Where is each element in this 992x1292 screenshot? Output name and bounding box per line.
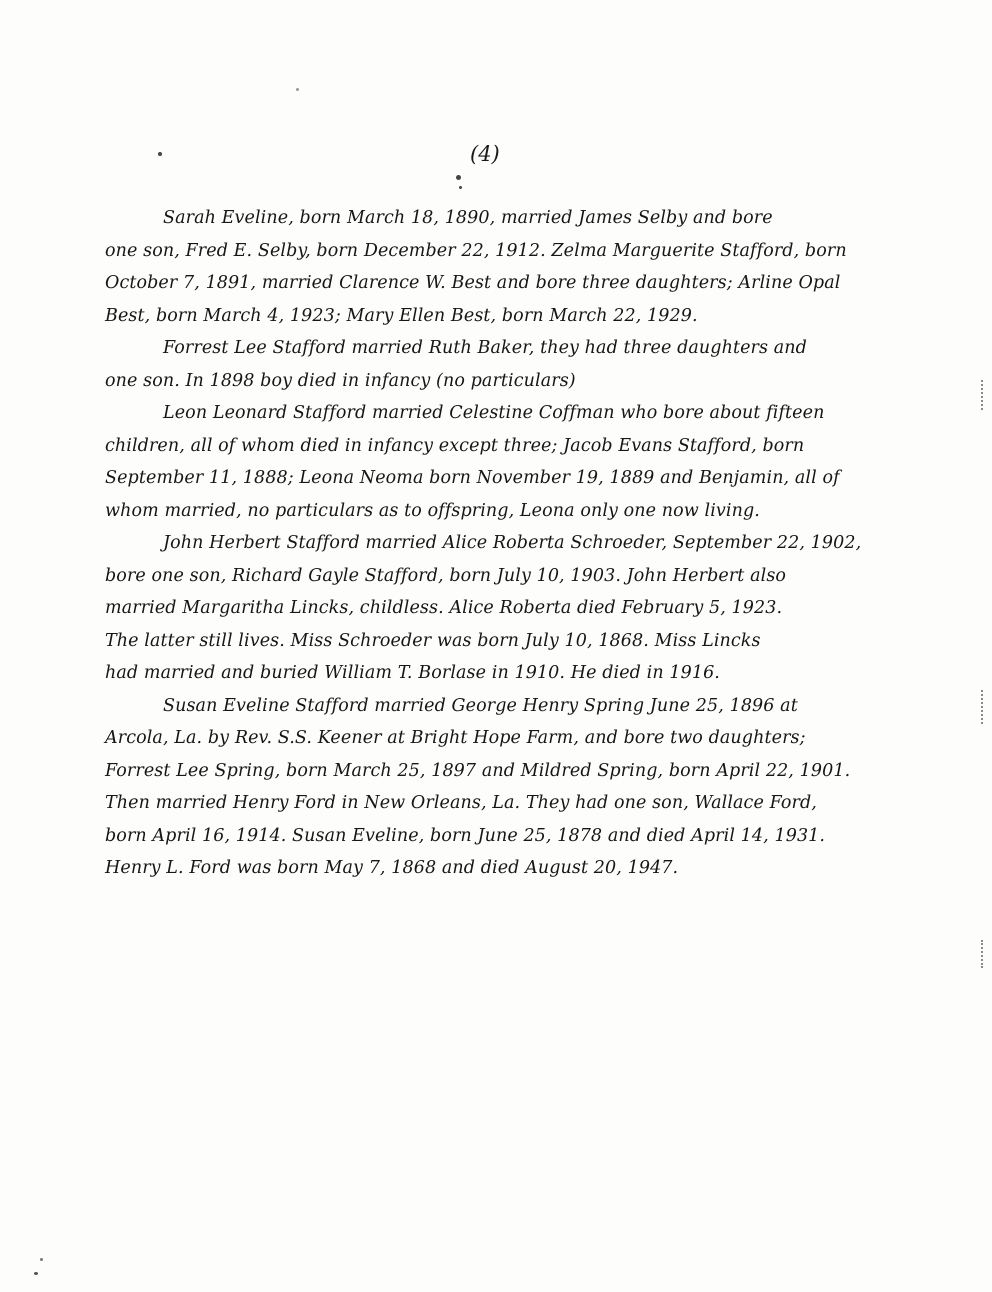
text-line: John Herbert Stafford married Alice Roberta Schroeder, September 22, 1902, bbox=[163, 533, 862, 553]
margin-scan-marks bbox=[981, 940, 986, 968]
text-line: one son. In 1898 boy died in infancy (no particulars) bbox=[105, 370, 576, 391]
text-line: had married and buried William T. Borlase in 1910. He died in 1916. bbox=[105, 663, 720, 683]
text-line: whom married, no particulars as to offspring, Leona only one now living. bbox=[105, 500, 760, 521]
text-line: Forrest Lee Spring, born March 25, 1897 and Mildred Spring, born April 22, 1901. bbox=[105, 760, 851, 781]
text-line: bore one son, Richard Gayle Stafford, born July 10, 1903. John Herbert also bbox=[105, 565, 787, 586]
text-line: Arcola, La. by Rev. S.S. Keener at Bright Hope Farm, and bore two daughters; bbox=[105, 728, 806, 748]
body-text bbox=[105, 202, 955, 885]
ink-speck bbox=[296, 88, 299, 91]
text-line: Sarah Eveline, born March 18, 1890, married James Selby and bore bbox=[163, 208, 773, 228]
text-line: October 7, 1891, married Clarence W. Best and bore three daughters; Arline Opal bbox=[105, 273, 841, 293]
text-line: Leon Leonard Stafford married Celestine Coffman who bore about fifteen bbox=[163, 403, 825, 423]
text-line: Henry L. Ford was born May 7, 1868 and died August 20, 1947. bbox=[105, 858, 679, 878]
ink-speck bbox=[459, 186, 462, 189]
text-line: married Margaritha Lincks, childless. Alice Roberta died February 5, 1923. bbox=[105, 598, 783, 618]
text-line: The latter still lives. Miss Schroeder was born July 10, 1868. Miss Lincks bbox=[105, 630, 761, 651]
margin-scan-marks bbox=[981, 690, 986, 724]
ink-speck bbox=[158, 152, 162, 156]
margin-scan-marks bbox=[981, 380, 986, 410]
text-line: Forrest Lee Stafford married Ruth Baker, they had three daughters and bbox=[163, 338, 807, 358]
text-line: one son, Fred E. Selby, born December 22, 1912. Zelma Marguerite Stafford, born bbox=[105, 240, 847, 261]
ink-speck bbox=[456, 175, 461, 180]
text-line: children, all of whom died in infancy except three; Jacob Evans Stafford, born bbox=[105, 435, 805, 456]
text-line: Susan Eveline Stafford married George Henry Spring June 25, 1896 at bbox=[163, 695, 798, 716]
text-line: September 11, 1888; Leona Neoma born November 19, 1889 and Benjamin, all of bbox=[105, 468, 840, 488]
ink-speck bbox=[40, 1258, 43, 1261]
text-line: Then married Henry Ford in New Orleans, La. They had one son, Wallace Ford, bbox=[105, 793, 817, 813]
ink-speck bbox=[34, 1272, 38, 1275]
text-line: Best, born March 4, 1923; Mary Ellen Best, born March 22, 1929. bbox=[105, 305, 698, 326]
text-line: born April 16, 1914. Susan Eveline, born June 25, 1878 and died April 14, 1931. bbox=[105, 825, 826, 846]
page-number: (4) bbox=[470, 142, 500, 166]
